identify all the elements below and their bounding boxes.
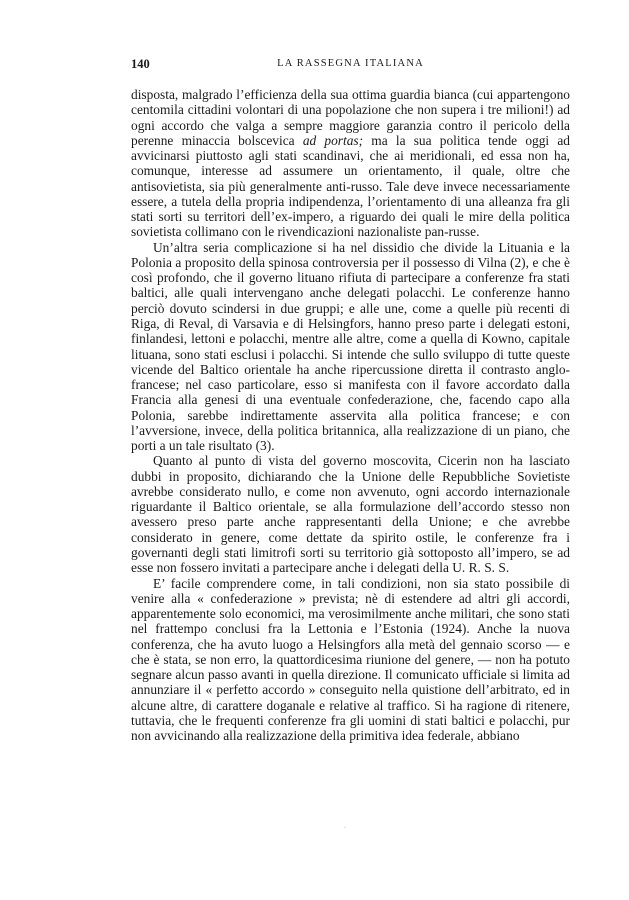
text-run: ma la sua politica tende oggi ad avvicinarsi piuttosto agli stati scandinavi, che ai meridionali, ed essa non ha, comunque, interesse ad assumere un orientamento, il quale, oltre che antisovietista, sia più generalmente anti-russo. Tale deve invece necessariamente essere, a tutela della propria indipendenza, l’orientamento di una alleanza fra gli stati sorti su territori dell’ex-impero, a riguardo dei quali le mire della politica sovietista collimano con le rivendicazioni nazionaliste pan-russe. <box>131 132 570 240</box>
body-text <box>131 87 570 743</box>
paragraph <box>131 240 570 454</box>
margin-dot: · <box>344 825 346 831</box>
text-run: disposta, malgrado l’efficienza della sua ottima guardia bianca (cui appartengono centomila cittadini volontari di una popolazione che non supera i tre milioni!) ad ogni accordo che valga a sempre maggiore garanzia contro il pericolo della perenne minaccia bolscevica <box>131 87 570 148</box>
paragraph <box>131 87 570 240</box>
text-run: Un’altra seria complicazione si ha nel dissidio che divide la Lituania e la Polonia a proposito della spinosa controversia per il possesso di Vilna (2), e che è così profondo, che il governo lituano rifiuta di partecipare a conferenze fra stati baltici, alle quali intervengano anche delegati polacchi. Le conferenze hanno perciò dovuto scindersi in due gruppi; e alle une, come a quelle più recenti di Riga, di Reval, di Varsavia e di Helsingfors, hanno preso parte i delegati estoni, finlandesi, lettoni e polacchi, mentre alle altre, come a quella di Kowno, capitale lituana, sono stati esclusi i polacchi. Si intende che sullo sviluppo di tutte queste vicende del Baltico orientale ha anche ripercussione diretta il contrasto anglo-francese; nel caso particolare, esso si manifesta con il favore accordato dalla Francia alla genesi di una eventuale confederazione, che, facendo capo alla Polonia, sarebbe indirettamente asservita alla politica francese; e con l’avversione, invece, della politica britannica, alla realizzazione di un piano, che porti a un tale risultato (3). <box>131 239 570 454</box>
text-run: Quanto al punto di vista del governo moscovita, Cicerin non ha lasciato dubbi in proposito, dichiarando che la Unione delle Repubbliche Sovietiste avrebbe considerato nullo, e come non avvenuto, ogni accordo internazionale riguardante il Baltico orientale, se alla formulazione dell’accordo stesso non avessero preso parte anche rappresentanti della Unione; e che avrebbe considerato in genere, come dettate da spirito ostile, le conferenze fra i governanti degli stati limitrofi sorti su territorio già sottoposto all’impero, se ad esse non fossero invitati a partecipare anche i delegati della U. R. S. S. <box>131 453 570 576</box>
italic-phrase: ad portas; <box>302 132 364 148</box>
paragraph <box>131 576 570 744</box>
running-title: LA RASSEGNA ITALIANA <box>277 58 424 69</box>
text-run: E’ facile comprendere come, in tali condizioni, non sia stato possibile di venire alla « confederazione » prevista; nè di estendere ad altri gli accordi, apparentemente solo economici, ma verosimilmente anche militari, che sono stati nel frattempo conclusi fra la Lettonia e l’Estonia (1924). Anche la nuova conferenza, che ha avuto luogo a Helsingfors alla metà del gennaio scorso — e che è stata, se non erro, la quattordicesima riunione del genere, — non ha potuto segnare alcun passo avanti in quella direzione. Il comunicato ufficiale si limita ad annunziare il « perfetto accordo » conseguito nella quistione dell’arbitrato, ed in alcune altre, di carattere doganale e relative al traffico. Si ha ragione di ritenere, tuttavia, che le frequenti conferenze fra gli uomini di stati baltici e polacchi, pur non avvicinando alla realizzazione della primitiva idea federale, abbiano <box>131 575 570 744</box>
paragraph <box>131 453 570 575</box>
page-number: 140 <box>131 57 150 71</box>
page-header <box>131 57 570 75</box>
